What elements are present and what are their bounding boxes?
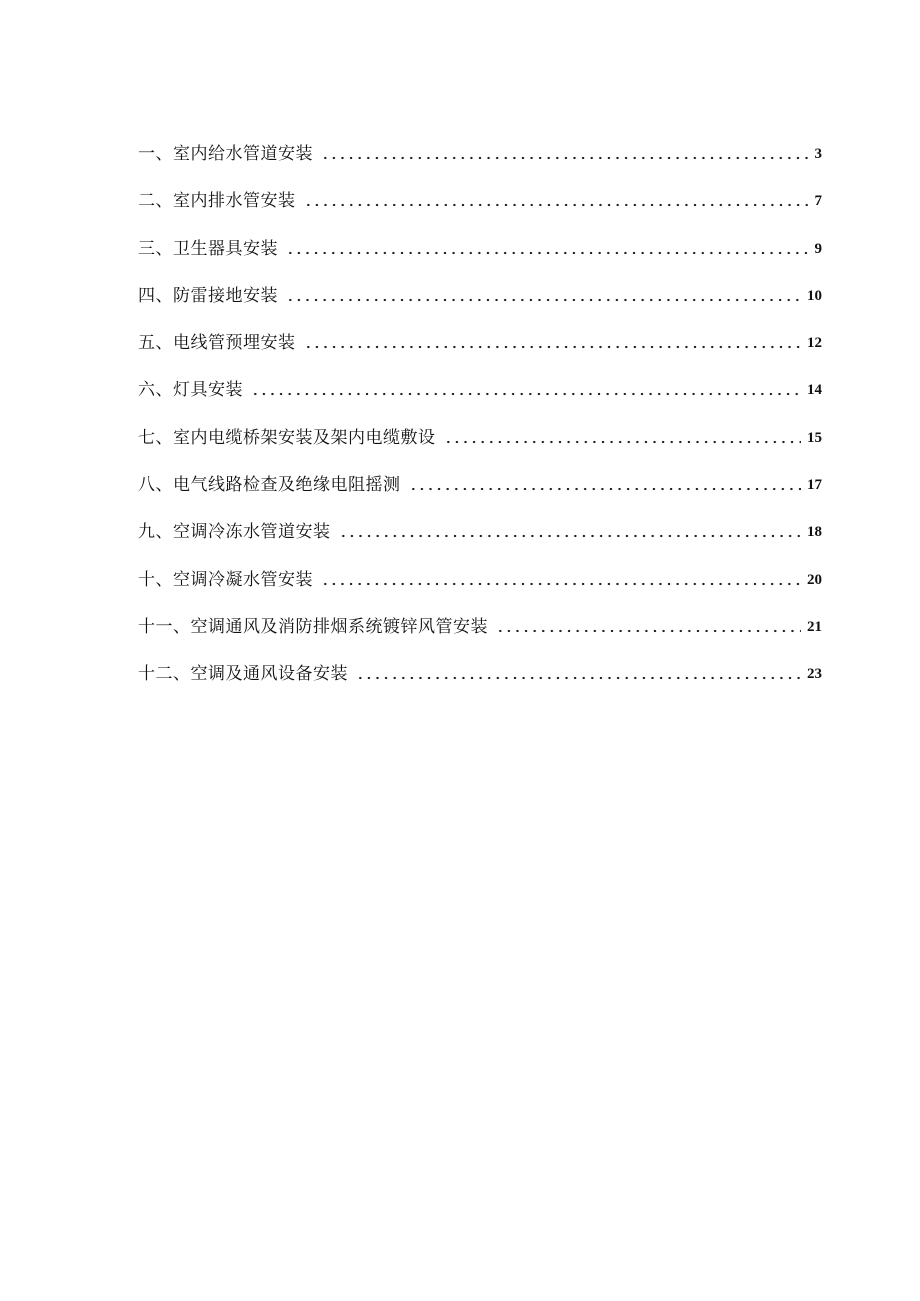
- dot-leader: [286, 298, 801, 302]
- toc-entry-title: 八、电气线路检查及绝缘电阻摇测: [138, 475, 401, 496]
- toc-entry-title: 一、室内给水管道安装: [138, 144, 313, 164]
- toc-entry-12[interactable]: [138, 637, 822, 684]
- dot-leader: [356, 676, 801, 680]
- toc-entry-7[interactable]: [138, 400, 822, 447]
- toc-entry-page: 14: [807, 382, 822, 399]
- toc-entry-page: 10: [807, 287, 822, 304]
- dot-leader: [304, 345, 802, 349]
- toc-entry-page: 12: [807, 335, 822, 352]
- toc-entry-3[interactable]: [138, 211, 822, 258]
- dot-leader: [321, 582, 801, 586]
- dot-leader: [339, 534, 802, 538]
- toc-entry-title: 三、卫生器具安装: [138, 238, 278, 259]
- toc-entry-11[interactable]: [138, 590, 822, 637]
- toc-entry-page: 7: [814, 193, 822, 210]
- toc-entry-page: 17: [807, 477, 822, 494]
- table-of-contents: [138, 138, 822, 684]
- dot-leader: [286, 251, 809, 255]
- dot-leader: [409, 487, 802, 491]
- toc-entry-title: 四、防雷接地安装: [138, 285, 278, 306]
- toc-entry-page: 15: [807, 429, 822, 446]
- toc-entry-10[interactable]: [138, 542, 822, 589]
- toc-entry-5[interactable]: [138, 306, 822, 353]
- toc-entry-title: 九、空调冷冻水管道安装: [138, 522, 331, 543]
- dot-leader: [444, 440, 802, 444]
- toc-entry-2[interactable]: [138, 164, 822, 211]
- dot-leader: [251, 392, 801, 396]
- toc-entry-title: 六、灯具安装: [138, 380, 243, 401]
- dot-leader: [321, 156, 809, 160]
- toc-entry-title: 七、室内电缆桥架安装及架内电缆敷设: [138, 427, 436, 448]
- toc-entry-4[interactable]: [138, 259, 822, 306]
- toc-entry-page: 21: [807, 618, 822, 635]
- toc-entry-title: 十二、空调及通风设备安装: [138, 664, 348, 685]
- toc-entry-title: 五、电线管预埋安装: [138, 333, 296, 354]
- toc-entry-page: 20: [807, 571, 822, 588]
- toc-entry-8[interactable]: [138, 448, 822, 495]
- toc-entry-page: 3: [814, 146, 822, 162]
- toc-entry-title: 十一、空调通风及消防排烟系统镀锌风管安装: [138, 616, 488, 637]
- toc-entry-title: 十、空调冷凝水管安装: [138, 569, 313, 590]
- dot-leader: [496, 629, 801, 633]
- toc-entry-title: 二、室内排水管安装: [138, 191, 296, 212]
- toc-entry-1[interactable]: [138, 138, 822, 164]
- toc-entry-page: 9: [814, 240, 822, 257]
- toc-entry-6[interactable]: [138, 353, 822, 400]
- toc-entry-9[interactable]: [138, 495, 822, 542]
- toc-entry-page: 18: [807, 524, 822, 541]
- dot-leader: [304, 203, 809, 207]
- toc-entry-page: 23: [807, 666, 822, 683]
